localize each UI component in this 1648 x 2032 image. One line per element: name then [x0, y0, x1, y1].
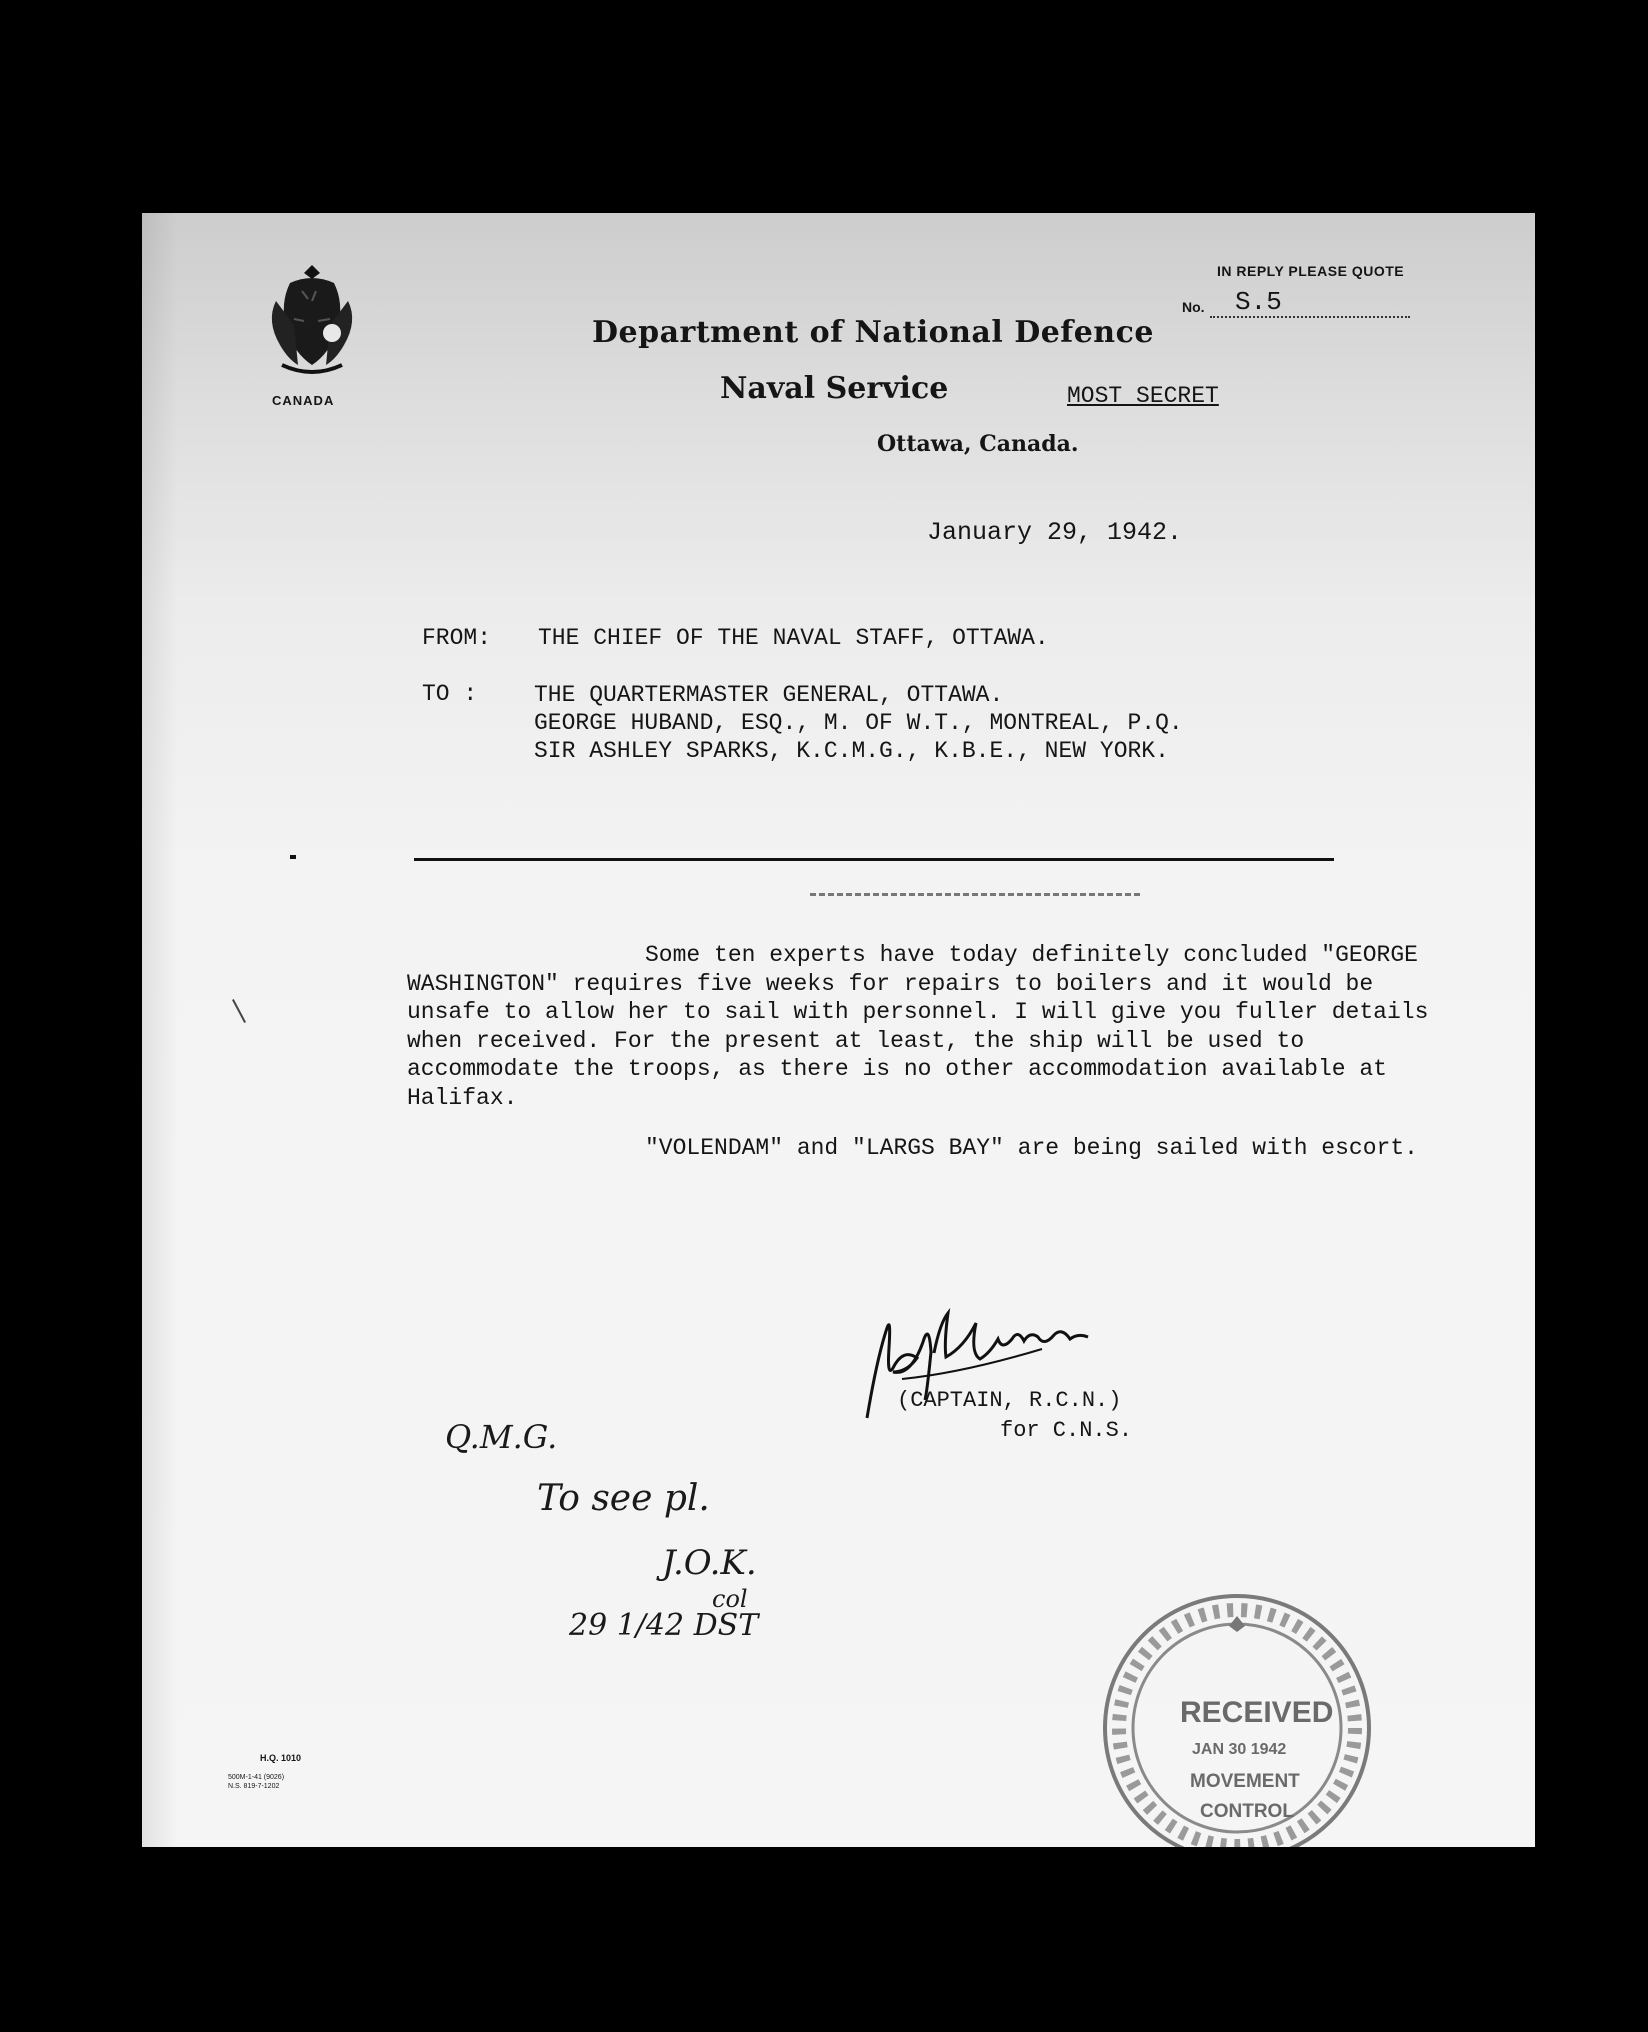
body-paragraph: Some ten experts have today definitely concluded "GEORGE WASHINGTON" requires five weeks for repairs to boilers and it would be unsafe to allow her to sail with personnel. I will give you fuller details when received. For the present at least, the ship will be used to accommodate the troops, as there is no other accommodation available at Halifax.	[407, 942, 1429, 1111]
from-label: FROM:	[422, 625, 492, 651]
stamp-line: CONTROL	[1200, 1801, 1294, 1822]
print-code-line: N.S. 819-7-1202	[228, 1783, 280, 1790]
letterhead-city: Ottawa, Canada.	[877, 431, 1079, 457]
letter-body	[407, 941, 1457, 1185]
stamp-line: RECEIVED	[1180, 1696, 1334, 1729]
print-code-line: 500M-1-41 (9026)	[228, 1774, 285, 1781]
form-number: H.Q. 1010	[260, 1753, 302, 1763]
handwritten-note-line: To see pl.	[537, 1478, 710, 1519]
margin-mark	[290, 855, 296, 859]
reply-quote-label: IN REPLY PLEASE QUOTE	[1217, 263, 1405, 279]
header-divider	[414, 858, 1334, 861]
letter-date: January 29, 1942.	[927, 518, 1183, 547]
service-name: Naval Service	[720, 371, 949, 406]
margin-tick	[232, 999, 246, 1023]
recipient-line: THE QUARTERMASTER GENERAL, OTTAWA.	[534, 682, 1004, 708]
handwritten-note-line: Q.M.G.	[445, 1418, 558, 1456]
stamp-line: MOVEMENT	[1190, 1771, 1300, 1792]
recipient-line: GEORGE HUBAND, ESQ., M. OF W.T., MONTREAL, P.Q.	[534, 710, 1183, 736]
from-value: THE CHIEF OF THE NAVAL STAFF, OTTAWA.	[538, 625, 1049, 651]
signatory-title: (CAPTAIN, R.C.N.)	[897, 1388, 1122, 1413]
faded-divider	[810, 893, 1140, 896]
classification-marking: MOST SECRET	[1067, 383, 1219, 409]
letter-page	[142, 213, 1535, 1847]
handwritten-note-line: 29 1/42 DST	[569, 1608, 759, 1643]
to-label: TO :	[422, 681, 478, 707]
department-name: Department of National Defence	[592, 315, 1154, 350]
reference-number: S.5	[1235, 287, 1282, 317]
reference-number-label: No.	[1182, 299, 1205, 315]
country-label: CANADA	[272, 393, 335, 408]
handwritten-note-line: col	[712, 1585, 748, 1613]
to-recipients	[534, 681, 1183, 765]
body-paragraph: "VOLENDAM" and "LARGS BAY" are being sailed with escort.	[645, 1135, 1418, 1161]
signatory-for: for C.N.S.	[1000, 1418, 1133, 1443]
stamp-line: JAN 30 1942	[1192, 1741, 1287, 1758]
handwritten-note-line: J.O.K.	[662, 1543, 757, 1583]
recipient-line: SIR ASHLEY SPARKS, K.C.M.G., K.B.E., NEW YORK.	[534, 738, 1169, 764]
canada-coat-of-arms-icon	[262, 261, 362, 381]
print-codes	[228, 1773, 284, 1791]
